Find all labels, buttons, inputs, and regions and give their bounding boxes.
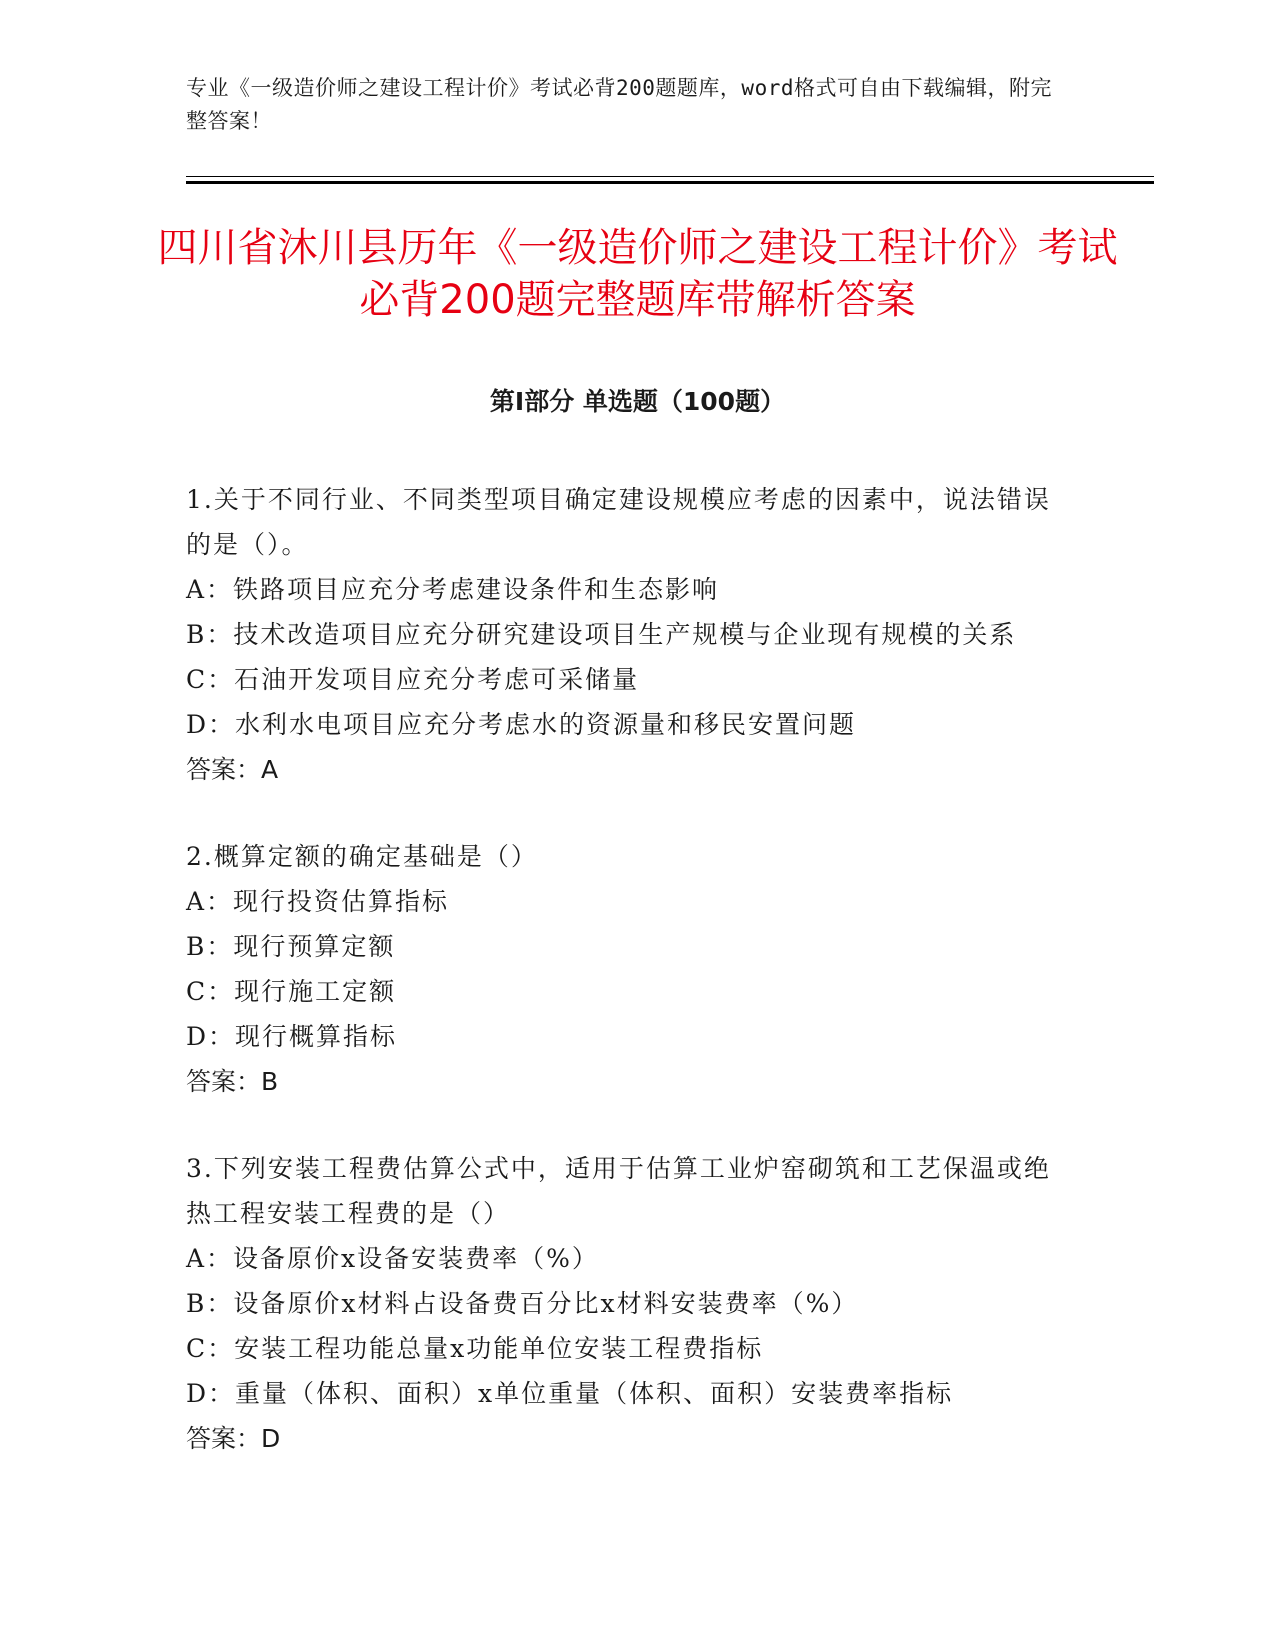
document-title: 四川省沐川县历年《一级造价师之建设工程计价》考试必背200题完整题库带解析答案 [157,225,1118,323]
header-divider-thick [186,181,1154,184]
question-text: 1.关于不同行业、不同类型项目确定建设规模应考虑的因素中，说法错误的是（）。 [186,485,1051,559]
question-text: 3.下列安装工程费估算公式中，适用于估算工业炉窑砌筑和工艺保温或绝热工程安装工程费的是（） [186,1154,1051,1228]
option-b: B：设备原价x材料占设备费百分比x材料安装费率（%） [186,1289,859,1318]
option-b: B：技术改造项目应充分研究建设项目生产规模与企业现有规模的关系 [186,620,1017,649]
option-d: D：现行概算指标 [186,1022,398,1051]
option-b: B：现行预算定额 [186,932,396,961]
section-title: 第Ⅰ部分 单选题（100题） [489,387,786,416]
question-list [186,477,1066,1503]
option-d: D：水利水电项目应充分考虑水的资源量和移民安置问题 [186,710,857,739]
question-item [186,834,1066,1104]
question-item [186,477,1066,792]
header-note: 专业《一级造价师之建设工程计价》考试必背200题题库，word格式可自由下载编辑，附完整答案！ [186,76,1052,133]
question-item [186,1146,1066,1461]
option-a: A：铁路项目应充分考虑建设条件和生态影响 [186,575,720,604]
option-d: D：重量（体积、面积）x单位重量（体积、面积）安装费率指标 [186,1379,954,1408]
option-a: A：设备原价x设备安装费率（%） [186,1244,599,1273]
header-divider-thin [186,176,1154,177]
question-text: 2.概算定额的确定基础是（） [186,842,538,871]
option-a: A：现行投资估算指标 [186,887,450,916]
answer: 答案：A [186,755,279,784]
answer: 答案：B [186,1067,279,1096]
answer: 答案：D [186,1424,281,1453]
option-c: C：石油开发项目应充分考虑可采储量 [186,665,640,694]
option-c: C：安装工程功能总量x功能单位安装工程费指标 [186,1334,764,1363]
option-c: C：现行施工定额 [186,977,397,1006]
